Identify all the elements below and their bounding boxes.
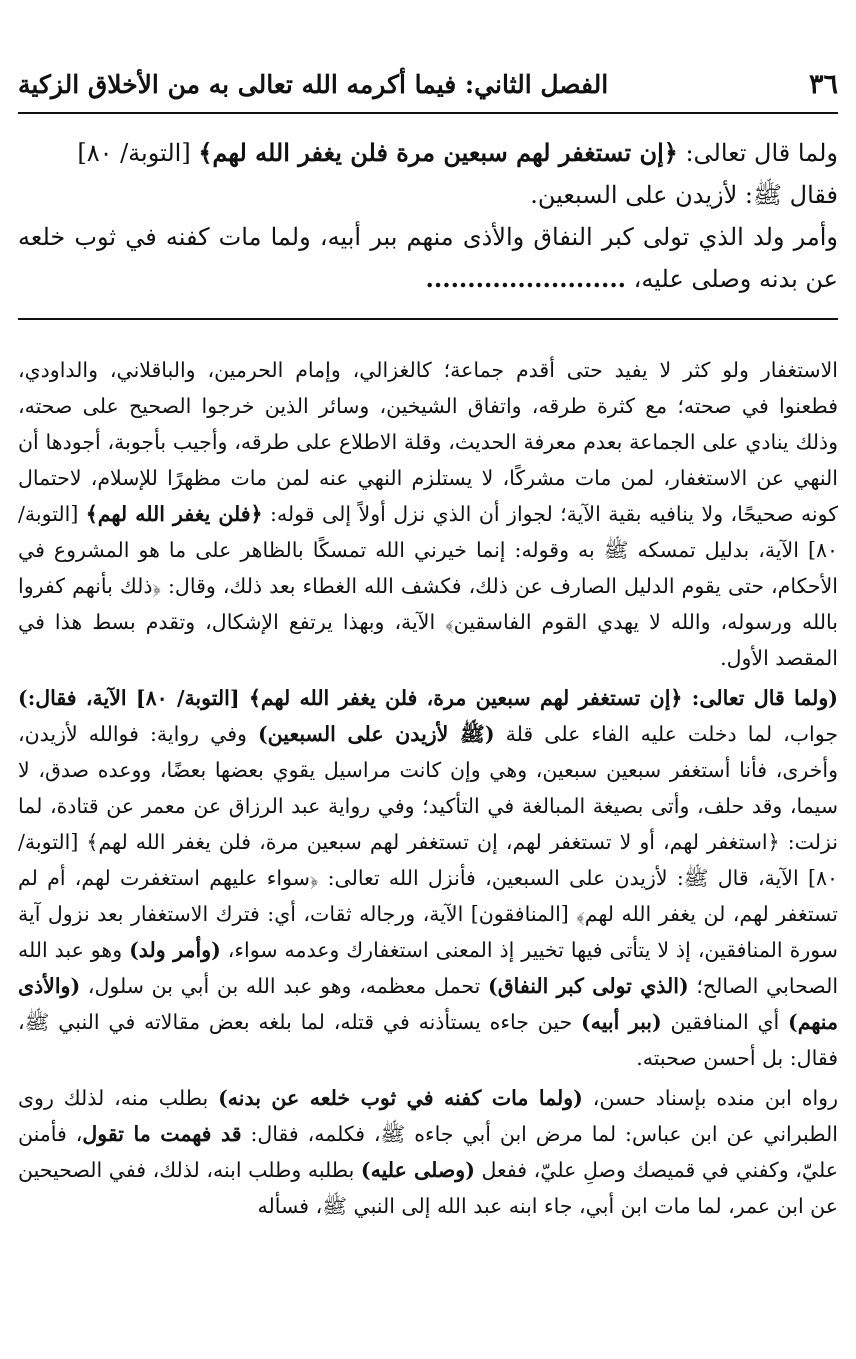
- section-rule: [18, 318, 838, 320]
- commentary-paragraph: رواه ابن منده بإسناد حسن، (ولما مات كفنه في ثوب خلعه عن بدنه) بطلب منه، لذلك روى الطبراني عن ابن عباس: لما مرض ابن أبي جاءه ﷺ، فكلمه، فقال: قد فهمت ما تقول، فأمنن عليّ، وكفني في قميصك وصلِ عليّ، ففعل (وصلى عليه) بطلبه وطلب ابنه، لذلك، ففي الصحيحين عن ابن عمر، لما مات ابن أبي، جاء ابنه عبد الله إلى النبي ﷺ، فسأله: [18, 1086, 838, 1218]
- page-header: [18, 64, 838, 104]
- matn-quote: (الذي تولى كبر النفاق): [488, 974, 689, 998]
- matn-quote: (وصلى عليه): [360, 1158, 475, 1182]
- matn-quote: (والأذى منهم): [18, 974, 838, 1034]
- quran-quote: ﴿استغفر لهم، أو لا تستغفر لهم، إن تستغفر لهم سبعين مرة، فلن يغفر الله لهم﴾: [86, 830, 780, 854]
- commentary: [18, 352, 838, 1228]
- hadith-quote: قد فهمت ما تقول: [82, 1122, 242, 1146]
- quran-quote: ﴿سواء عليهم استغفرت لهم، أم لم تستغفر لهم، لن يغفر الله لهم﴾: [18, 866, 838, 926]
- matn-paragraph: فقال ﷺ: لأزيدن على السبعين.: [530, 181, 838, 209]
- matn-quote: (وأمر ولد): [129, 938, 221, 962]
- quran-verse: ﴿إن تستغفر لهم سبعين مرة فلن يغفر الله لهم﴾: [198, 138, 678, 167]
- quran-quote: ﴿فلن يغفر الله لهم﴾: [85, 502, 263, 526]
- chapter-title: الفصل الثاني: فيما أكرمه الله تعالى به من الأخلاق الزكية: [18, 69, 609, 99]
- main-text: [18, 132, 838, 300]
- page-number: ٣٦: [808, 68, 838, 100]
- ellipsis-dots: ........................: [425, 264, 627, 293]
- matn-quote: (ولما مات كفنه في ثوب خلعه عن بدنه): [218, 1086, 583, 1110]
- quran-quote: ﴿إن تستغفر لهم سبعين مرة، فلن يغفر الله لهم﴾: [248, 686, 683, 710]
- matn-paragraph: وأمر ولد الذي تولى كبر النفاق والأذى منهم ببر أبيه، ولما مات كفنه في ثوب خلعه عن بدنه وصلى عليه، ........................: [18, 223, 838, 293]
- matn-paragraph: ولما قال تعالى: ﴿إن تستغفر لهم سبعين مرة فلن يغفر الله لهم﴾ [التوبة/ ٨٠]: [77, 138, 838, 167]
- matn-quote: (ﷺ لأزيدن على السبعين): [257, 722, 495, 746]
- header-rule: [18, 112, 838, 114]
- commentary-paragraph: الاستغفار ولو كثر لا يفيد حتى أقدم جماعة؛ كالغزالي، وإمام الحرمين، والباقلاني، والداودي، فطعنوا في صحته؛ مع كثرة طرقه، واتفاق الشيخين، وسائر الذين خرجوا الصحيح على صحته، وذلك ينادي على الجماعة بعدم معرفة الحديث، وقلة الاطلاع على طرقه، وأجيب بأجوبة، أجودها أن النهي عن الاستغفار، لمن مات مشركًا، لا يستلزم النهي عنه لمن مات مظهرًا للإسلام، لاحتمال كونه صحيحًا، ولا ينافيه بقية الآية؛ لجواز أن الذي نزل أولاً إلى قوله: ﴿فلن يغفر الله لهم﴾ [التوبة/ ٨٠] الآية، بدليل تمسكه ﷺ به وقوله: إنما خيرني الله تمسكًا بالظاهر على ما هو المشروع في الأحكام، حتى يقوم الدليل الصارف عن ذلك، فكشف الله الغطاء بعد ذلك، وقال: ﴿ذلك بأنهم كفروا بالله ورسوله، والله لا يهدي القوم الفاسقين﴾ الآية، وبهذا يرتفع الإشكال، وتقدم بسط هذا في المقصد الأول.: [18, 358, 838, 670]
- quran-quote: ﴿ذلك بأنهم كفروا بالله ورسوله، والله لا يهدي القوم الفاسقين﴾: [18, 574, 838, 634]
- book-page: [18, 0, 838, 1359]
- commentary-paragraph: (ولما قال تعالى: ﴿إن تستغفر لهم سبعين مرة، فلن يغفر الله لهم﴾ [التوبة/ ٨٠] الآية، فقال:) جواب، لما دخلت عليه الفاء على قلة (ﷺ لأزيدن على السبعين) وفي رواية: فوالله لأزيدن، وأخرى، فأنا أستغفر سبعين سبعين، وهي وإن كانت مراسيل يقوي بعضها بعضًا، ووعده صدق، لا سيما، وقد حلف، وأتى بصيغة المبالغة في التأكيد؛ وفي رواية عبد الرزاق عن معمر عن قتادة، لما نزلت: ﴿استغفر لهم، أو لا تستغفر لهم، إن تستغفر لهم سبعين مرة، فلن يغفر الله لهم﴾ [التوبة/ ٨٠] الآية، قال ﷺ: لأزيدن على السبعين، فأنزل الله تعالى: ﴿سواء عليهم استغفرت لهم، أم لم تستغفر لهم، لن يغفر الله لهم﴾ [المنافقون] الآية، ورجاله ثقات، أي: فترك الاستغفار بعد نزول آية سورة المنافقين، إذ لا يتأتى فيها تخيير إذ المعنى استغفارك وعدمه سواء، (وأمر ولد) وهو عبد الله الصحابي الصالح؛ (الذي تولى كبر النفاق) تحمل معظمه، وهو عبد الله بن أبي بن سلول، (والأذى منهم) أي المنافقين (ببر أبيه) حين جاءه يستأذنه في قتله، لما بلغه بعض مقالاته في النبي ﷺ، فقال: بل أحسن صحبته.: [18, 686, 839, 1070]
- matn-quote: (ببر أبيه): [581, 1010, 662, 1034]
